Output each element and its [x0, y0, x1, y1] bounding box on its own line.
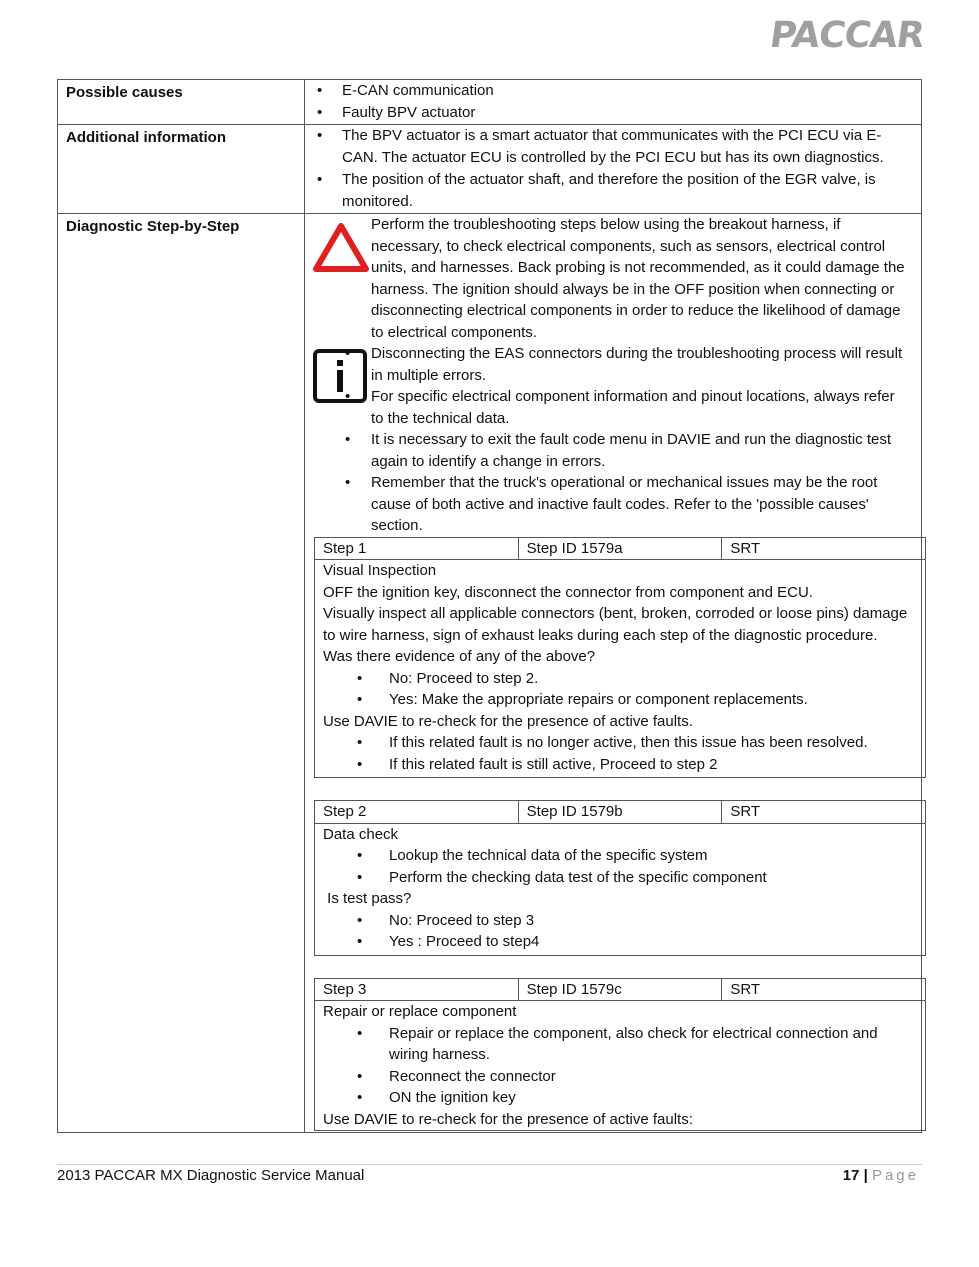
step-line: Visually inspect all applicable connectors (bent, broken, corroded or loose pins) damage to wire harness, sign of exhaust leaks during each step of the diagnostic procedure. — [323, 605, 908, 644]
step-3-table — [314, 978, 926, 1132]
list-item: • Remember that the truck's operational or mechanical issues may be the root cause of both active and inactive fault codes. Refer to the 'possible causes' section. — [371, 472, 908, 537]
warning-text: Perform the troubleshooting steps below using the breakout harness, if necessary, to check electrical components, such as sensors, electrical control units, and harnesses. Back probing is not recommended, as it could damage the harness. The ignition should always be in the OFF position when connecting or disconnecting electrical components in order to reduce the likelihood of damage to electrical components. — [371, 216, 905, 341]
step-number: Step 2 — [315, 801, 519, 824]
list-item: • Reconnect the connector — [389, 1066, 917, 1088]
step-id: Step ID 1579c — [518, 978, 722, 1001]
step-srt: SRT — [722, 801, 926, 824]
info-notes — [313, 343, 908, 537]
list-item: • Faulty BPV actuator — [342, 102, 913, 124]
list-item: • For specific electrical component information and pinout locations, always refer to the technical data. — [371, 386, 908, 429]
list-item: • No: Proceed to step 3 — [389, 910, 917, 932]
list-item: • Lookup the technical data of the specific system — [389, 845, 917, 867]
page-separator: | — [863, 1167, 868, 1184]
row-label: Additional information — [58, 125, 305, 214]
page-word: Page — [871, 1167, 919, 1184]
list-item: • E-CAN communication — [342, 80, 913, 102]
list-item: • Yes : Proceed to step4 — [389, 931, 917, 953]
list-item: • The position of the actuator shaft, and therefore the position of the EGR valve, is monitored. — [342, 169, 913, 213]
list-item: • Repair or replace the component, also check for electrical connection and wiring harness. — [389, 1023, 917, 1066]
step-2-table — [314, 800, 926, 956]
step-id: Step ID 1579a — [518, 537, 722, 560]
step-number: Step 3 — [315, 978, 519, 1001]
step-1-table — [314, 537, 926, 779]
step-line: OFF the ignition key, disconnect the connector from component and ECU. — [323, 583, 813, 601]
diagnostic-table — [57, 79, 922, 1133]
list-item: • Perform the checking data test of the specific component — [389, 867, 917, 889]
list-item: • Disconnecting the EAS connectors during the troubleshooting process will result in multiple errors. — [371, 343, 908, 386]
info-block — [313, 343, 908, 537]
info-list — [313, 125, 913, 213]
step-header — [315, 537, 926, 560]
step-title: Data check — [323, 825, 399, 843]
list-item: • It is necessary to exit the fault code menu in DAVIE and run the diagnostic test again to identify a change in errors. — [371, 429, 908, 472]
step-srt: SRT — [722, 978, 926, 1001]
step-body — [315, 1001, 926, 1131]
step-header — [315, 801, 926, 824]
warning-block — [313, 214, 908, 343]
step-number: Step 1 — [315, 537, 519, 560]
step-body — [315, 823, 926, 955]
list-item: • ON the ignition key — [389, 1087, 917, 1109]
footer-page — [843, 1167, 919, 1184]
step-line: Is test pass? — [323, 890, 412, 907]
step-line: Use DAVIE to re-check for the presence of active faults. — [323, 712, 693, 730]
footer-divider — [57, 1164, 922, 1165]
step-srt: SRT — [722, 537, 926, 560]
list-item: • The BPV actuator is a smart actuator that communicates with the PCI ECU via E-CAN. The actuator ECU is controlled by the PCI ECU but has its own diagnostics. — [342, 125, 913, 169]
step-title: Visual Inspection — [323, 562, 437, 579]
row-label: Diagnostic Step-by-Step — [58, 214, 305, 1133]
step-body — [315, 560, 926, 778]
warning-triangle-icon — [313, 222, 369, 279]
causes-list — [313, 80, 913, 124]
row-label: Possible causes — [58, 80, 305, 125]
diagnostic-row — [58, 214, 922, 1133]
step-line: Was there evidence of any of the above? — [323, 648, 596, 665]
additional-information-row — [58, 125, 922, 214]
paccar-logo: PACCAR — [766, 15, 926, 56]
step-title: Repair or replace component — [323, 1003, 517, 1020]
possible-causes-row — [58, 80, 922, 125]
list-item: • If this related fault is still active, Proceed to step 2 — [389, 754, 917, 776]
page-number: 17 — [842, 1167, 860, 1184]
step-line: Use DAVIE to re-check for the presence of active faults: — [323, 1110, 693, 1128]
list-item: • If this related fault is no longer active, then this issue has been resolved. — [389, 732, 917, 754]
info-icon — [313, 349, 367, 409]
step-header — [315, 978, 926, 1001]
list-item: • No: Proceed to step 2. — [389, 668, 917, 690]
list-item: • Yes: Make the appropriate repairs or component replacements. — [389, 689, 917, 711]
step-id: Step ID 1579b — [518, 801, 722, 824]
footer-manual-title: 2013 PACCAR MX Diagnostic Service Manual — [57, 1167, 365, 1184]
